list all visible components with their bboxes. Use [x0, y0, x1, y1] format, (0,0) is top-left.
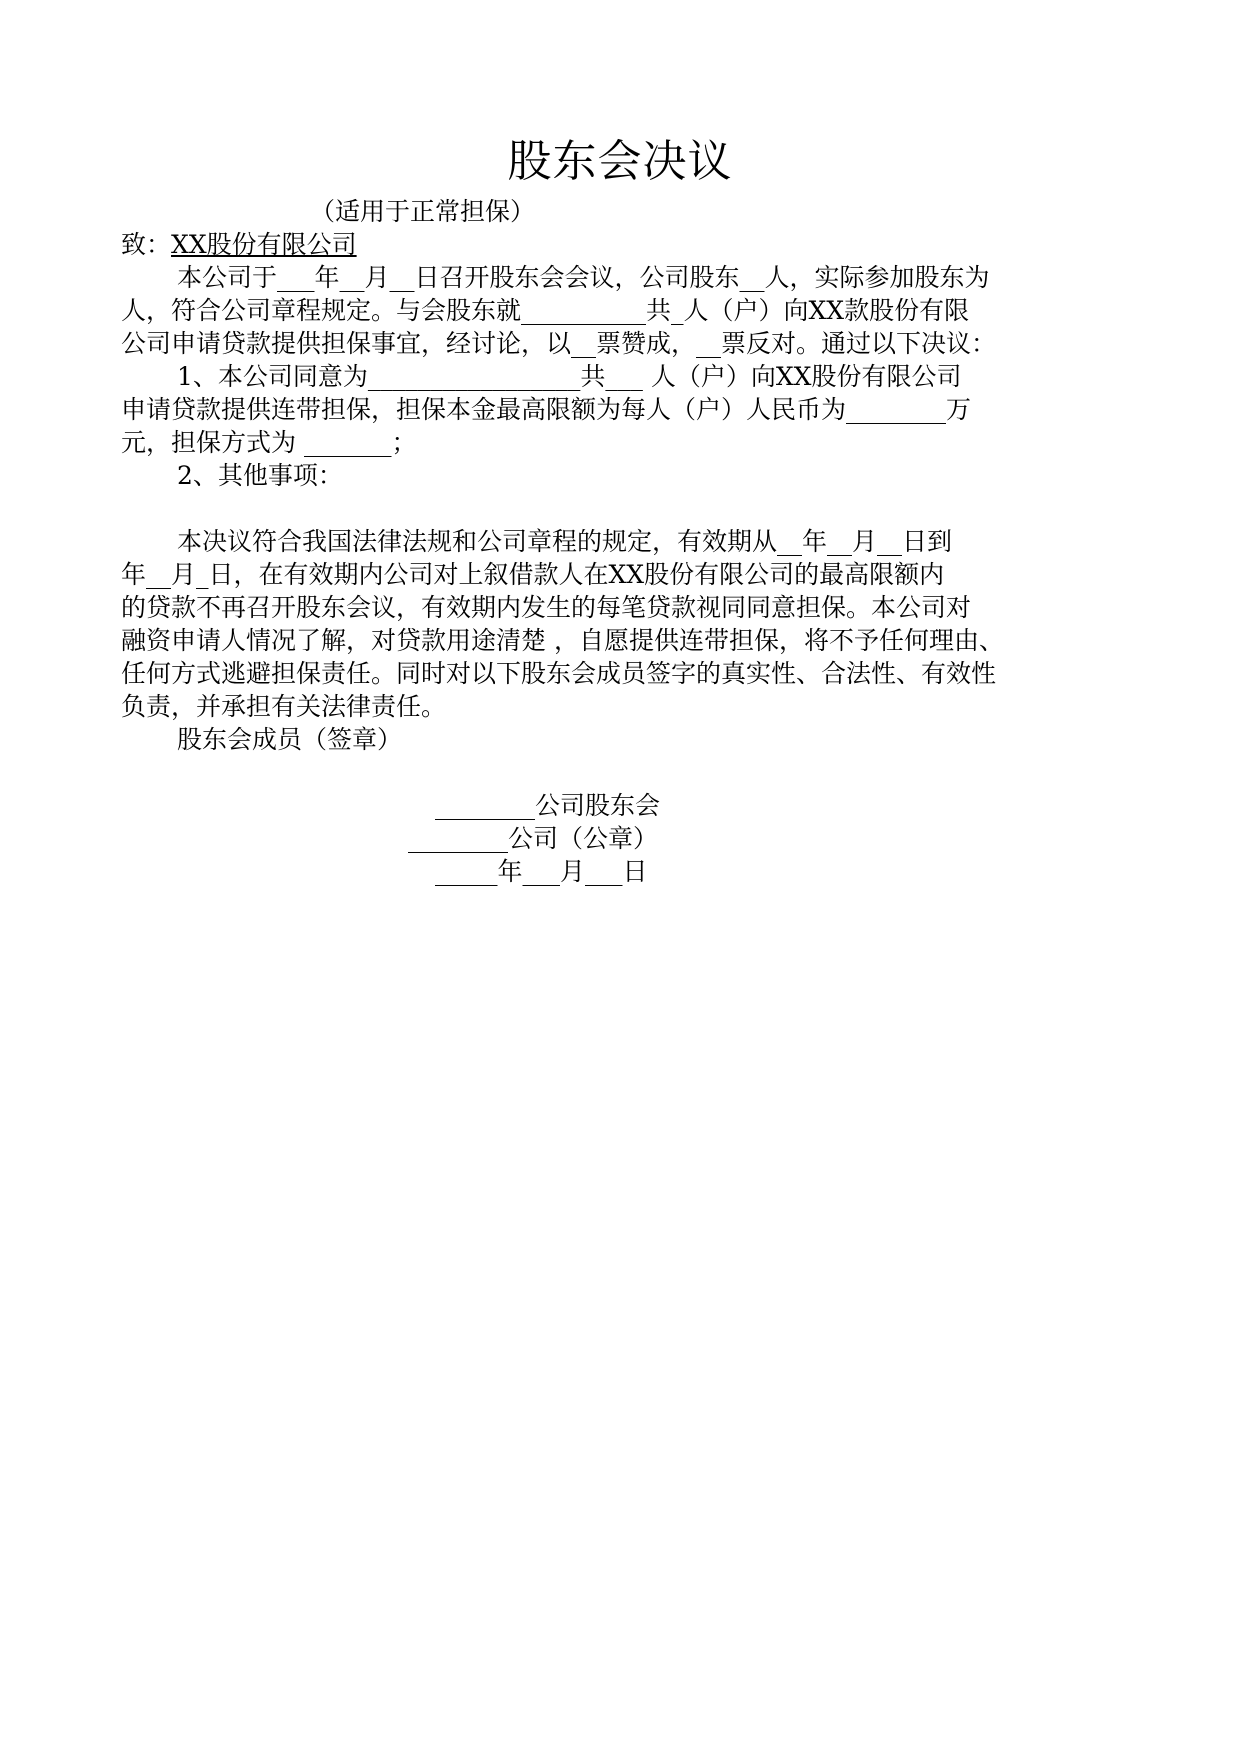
document-title: 股东会决议	[507, 136, 733, 187]
paragraph2-line1: 本决议符合我国法律法规和公司章程的规定，有效期从__年__月__日到	[177, 527, 953, 556]
addressee-line	[121, 228, 1121, 261]
item1-line1: 1、本公司同意为_________________共___ 人（户）向XX股份有限公司	[177, 362, 962, 391]
addressee-company: XX股份有限公司	[171, 230, 357, 259]
paragraph2-line4: 融资申请人情况了解，对贷款用途清楚 ，自愿提供连带担保，将不予任何理由、	[121, 626, 1004, 655]
item1-line2: 申请贷款提供连带担保，担保本金最高限额为每人（户）人民币为________万	[121, 395, 972, 424]
paragraph2-line6: 负责，并承担有关法律责任。	[121, 692, 447, 721]
paragraph1-line1: 本公司于___年__月__日召开股东会会议，公司股东__人，实际参加股东为	[177, 263, 990, 292]
document-subtitle: （适用于正常担保）	[310, 197, 536, 226]
paragraph2-line5: 任何方式逃避担保责任。同时对以下股东会成员签字的真实性、合法性、有效性	[121, 659, 997, 688]
item1-line3: 元，担保方式为 _______；	[121, 428, 417, 457]
addressee-prefix: 致：	[121, 230, 172, 259]
members-signature-label: 股东会成员（签章）	[177, 725, 403, 754]
footer-date: _____年___月___日	[435, 857, 648, 886]
paragraph1-line3: 公司申请贷款提供担保事宜，经讨论，以__票赞成，__票反对。通过以下决议：	[121, 329, 997, 358]
footer-shareholders-meeting: ________公司股东会	[435, 791, 661, 820]
paragraph2-line3: 的贷款不再召开股东会议，有效期内发生的每笔贷款视同同意担保。本公司对	[121, 593, 972, 622]
paragraph1-line2: 人，符合公司章程规定。与会股东就__________共_人（户）向XX款股份有限	[121, 296, 970, 325]
footer-company-seal: ________公司（公章）	[408, 824, 659, 853]
item2-line: 2、其他事项：	[177, 461, 343, 490]
paragraph2-line2: 年__月_日，在有效期内公司对上叙借款人在XX股份有限公司的最高限额内	[121, 560, 945, 589]
